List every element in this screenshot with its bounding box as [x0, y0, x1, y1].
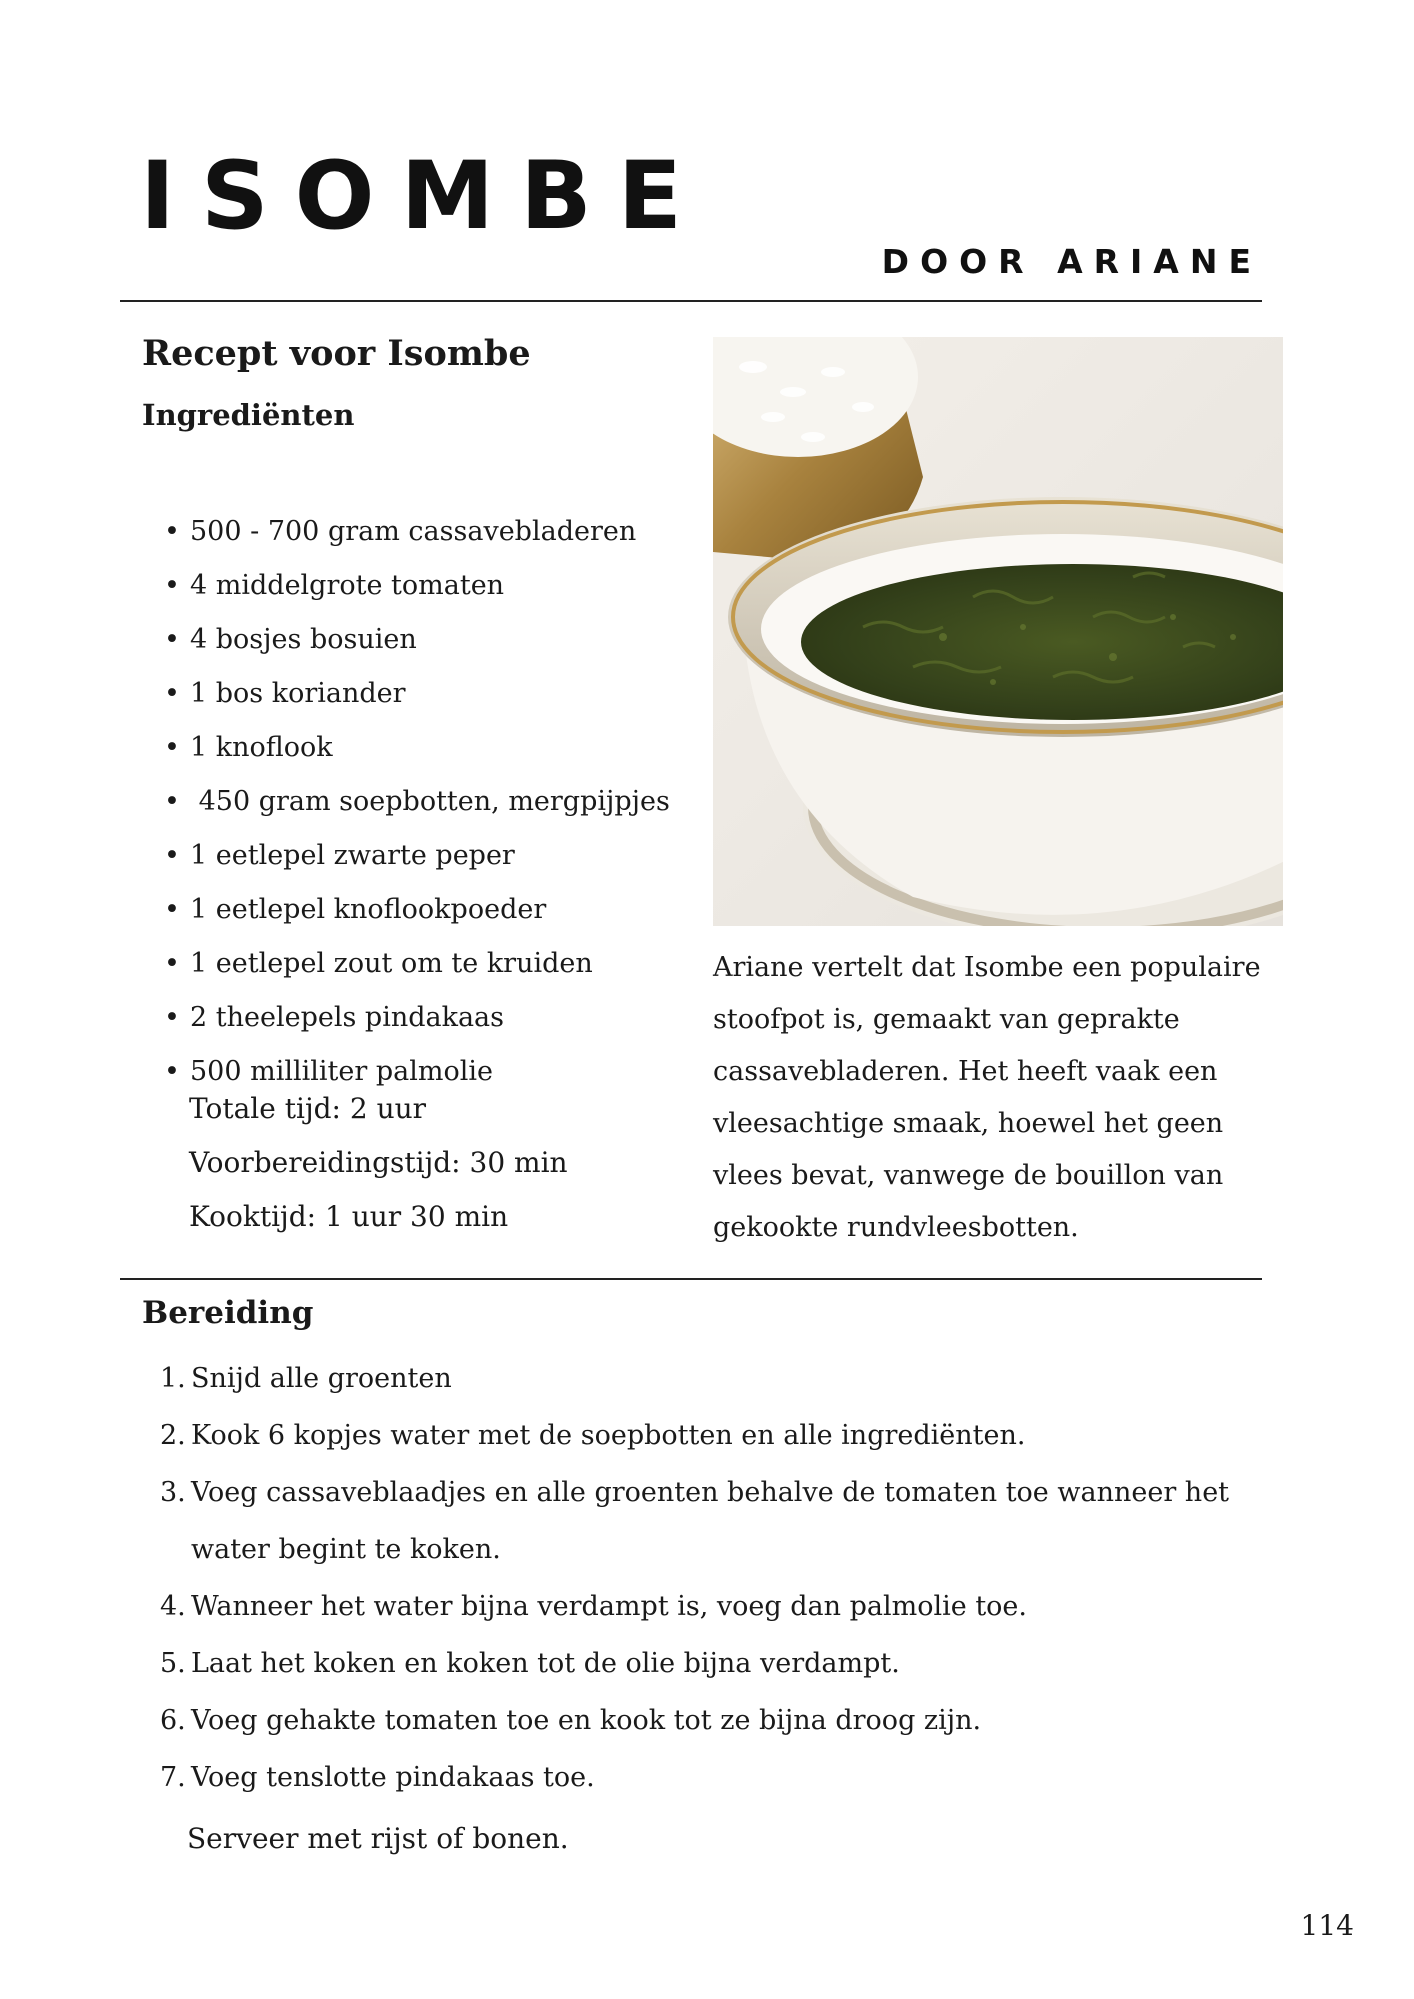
- bullet-icon: •: [164, 624, 180, 655]
- step-number: 4.: [160, 1591, 186, 1622]
- ingredient-text: 4 bosjes bosuien: [190, 624, 417, 655]
- dish-photo: [713, 337, 1283, 926]
- ingredient-text: 1 eetlepel zout om te kruiden: [190, 948, 593, 979]
- step-text: Voeg gehakte tomaten toe en kook tot ze bijna droog zijn.: [191, 1705, 982, 1736]
- step-item: [160, 1350, 1260, 1407]
- step-number: 5.: [160, 1648, 186, 1679]
- step-number: 7.: [160, 1762, 186, 1793]
- author-byline: DOOR ARIANE: [881, 242, 1262, 281]
- bullet-icon: •: [164, 786, 180, 817]
- bullet-icon: •: [164, 570, 180, 601]
- step-item: [160, 1464, 1260, 1578]
- ingredient-text: 500 milliliter palmolie: [190, 1056, 493, 1087]
- step-item: [160, 1635, 1260, 1692]
- bullet-icon: •: [164, 894, 180, 925]
- step-text: Voeg tenslotte pindakaas toe.: [191, 1762, 595, 1793]
- step-item: [160, 1692, 1260, 1749]
- total-time: Totale tijd: 2 uur: [189, 1092, 427, 1125]
- ingredient-item: [164, 721, 670, 775]
- ingredient-item: [164, 667, 670, 721]
- step-number: 3.: [160, 1477, 186, 1508]
- cooking-times: [189, 1082, 568, 1244]
- step-text: Wanneer het water bijna verdampt is, voeg dan palmolie toe.: [191, 1591, 1027, 1622]
- serving-suggestion: Serveer met rijst of bonen.: [187, 1822, 569, 1855]
- ingredient-item: [164, 613, 670, 667]
- step-number: 6.: [160, 1705, 186, 1736]
- recipe-title: ISOMBE: [140, 142, 708, 251]
- preparation-heading: Bereiding: [142, 1295, 314, 1331]
- prep-time: Voorbereidingstijd: 30 min: [189, 1146, 568, 1179]
- step-text: Snijd alle groenten: [191, 1363, 452, 1394]
- middle-divider: [120, 1278, 1262, 1280]
- preparation-steps: [160, 1350, 1260, 1806]
- step-number: 1.: [160, 1363, 186, 1394]
- ingredients-heading: Ingrediënten: [142, 398, 355, 432]
- bullet-icon: •: [164, 1056, 180, 1087]
- ingredient-item: [164, 775, 670, 829]
- step-text: Voeg cassaveblaadjes en alle groenten behalve de tomaten toe wanneer het water begint te koken.: [191, 1477, 1230, 1565]
- cook-time: Kooktijd: 1 uur 30 min: [189, 1200, 509, 1233]
- step-item: [160, 1407, 1260, 1464]
- ingredient-item: [164, 559, 670, 613]
- ingredient-item: [164, 883, 670, 937]
- bullet-icon: •: [164, 678, 180, 709]
- top-divider: [120, 300, 1262, 302]
- ingredient-item: [164, 991, 670, 1045]
- ingredient-text: 1 eetlepel knoflookpoeder: [190, 894, 547, 925]
- bullet-icon: •: [164, 732, 180, 763]
- bullet-icon: •: [164, 1002, 180, 1033]
- ingredient-item: [164, 937, 670, 991]
- ingredient-item: [164, 829, 670, 883]
- bullet-icon: •: [164, 840, 180, 871]
- ingredient-text: 4 middelgrote tomaten: [190, 570, 505, 601]
- ingredient-item: [164, 505, 670, 559]
- ingredient-text: 450 gram soepbotten, mergpijpjes: [190, 786, 670, 817]
- step-text: Laat het koken en koken tot de olie bijna verdampt.: [191, 1648, 900, 1679]
- ingredient-text: 500 - 700 gram cassavebladeren: [190, 516, 637, 547]
- bullet-icon: •: [164, 948, 180, 979]
- ingredients-list: [164, 505, 670, 1099]
- ingredient-text: 1 eetlepel zwarte peper: [190, 840, 515, 871]
- ingredient-text: 2 theelepels pindakaas: [190, 1002, 505, 1033]
- step-text: Kook 6 kopjes water met de soepbotten en alle ingrediënten.: [191, 1420, 1026, 1451]
- page-number: 114: [1300, 1909, 1354, 1942]
- step-item: [160, 1749, 1260, 1806]
- ingredient-text: 1 bos koriander: [190, 678, 406, 709]
- ingredient-text: 1 knoflook: [190, 732, 333, 763]
- dish-description: Ariane vertelt dat Isombe een populaire stoofpot is, gemaakt van geprakte cassavebladeren. Het heeft vaak een vleesachtige smaak, hoewel het geen vlees bevat, vanwege de bouillon van gekookte rundvleesbotten.: [713, 952, 1261, 1243]
- bullet-icon: •: [164, 516, 180, 547]
- step-item: [160, 1578, 1260, 1635]
- recipe-heading: Recept voor Isombe: [142, 333, 531, 374]
- step-number: 2.: [160, 1420, 186, 1451]
